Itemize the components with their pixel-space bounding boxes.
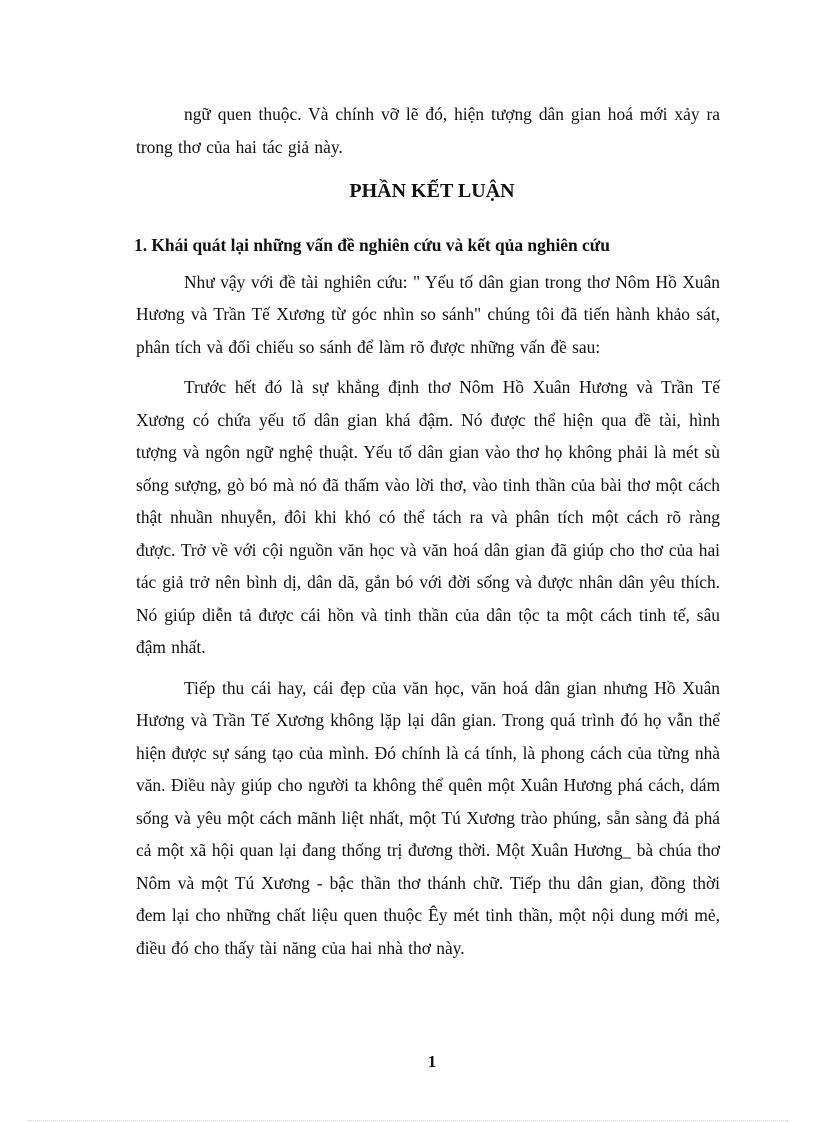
paragraph-gap [136,363,720,371]
paragraph-gap [136,664,720,672]
section-heading: 1. Khái quát lại những vấn đề nghiên cứu và kết qủa nghiên cứu [134,235,610,255]
page-content [136,98,720,964]
page-title: PHẦN KẾT LUẬN [349,180,515,202]
footer-divider [28,1120,788,1121]
body-paragraph-2: Trước hết đó là sự khẳng định thơ Nôm Hồ Xuân Hương và Trần Tế Xương có chứa yếu tố dân gian khá đậm. Nó được thể hiện qua đề tài, hình tượng và ngôn ngữ nghệ thuật. Yếu tố dân gian vào thơ họ không phải là mét sù sống sượng, gò bó mà nó đã thấm vào lời thơ, vào tinh thần của bài thơ một cách thật nhuần nhuyễn, đôi khi khó có thể tách ra và phân tích một cách rõ ràng được. Trở về với cội nguồn văn học và văn hoá dân gian đã giúp cho thơ của hai tác giả trở nên bình dị, dân dã, gắn bó với đời sống và được nhân dân yêu thích. Nó giúp diễn tả được cái hồn và tinh thần của dân tộc ta một cách tinh tế, sâu đậm nhất. [136,377,720,657]
page-number: 1 [427,1052,437,1071]
body-paragraph-3: Tiếp thu cái hay, cái đẹp của văn học, văn hoá dân gian nhưng Hồ Xuân Hương và Trần Tế Xương không lặp lại dân gian. Trong quá trình đó họ vẫn thể hiện được sự sáng tạo của mình. Đó chính là cá tính, là phong cách của từng nhà văn. Điều này giúp cho người ta không thể quên một Xuân Hương phá cách, dám sống và yêu một cách mãnh liệt nhất, một Tú Xương trào phúng, sẵn sàng đả phá cả một xã hội quan lại đang thống trị đương thời. Một Xuân Hương_ bà chúa thơ Nôm và một Tú Xương - bậc thần thơ thánh chữ. Tiếp thu dân gian, đồng thời đem lại cho những chất liệu quen thuộc Êy mét tinh thần, một nội dung mới mẻ, điều đó cho thấy tài năng của hai nhà thơ này. [136,677,720,958]
body-paragraph-1: Như vậy với đề tài nghiên cứu: " Yếu tố dân gian trong thơ Nôm Hồ Xuân Hương và Trần Tế Xương từ góc nhìn so sánh" chúng tôi đã tiến hành khảo sát, phân tích và đối chiếu so sánh để làm rõ được những vấn đề sau: [136,271,720,357]
intro-paragraph: ngữ quen thuộc. Và chính vỡ lẽ đó, hiện tượng dân gian hoá mới xảy ra trong thơ của hai tác giả này. [136,104,720,157]
